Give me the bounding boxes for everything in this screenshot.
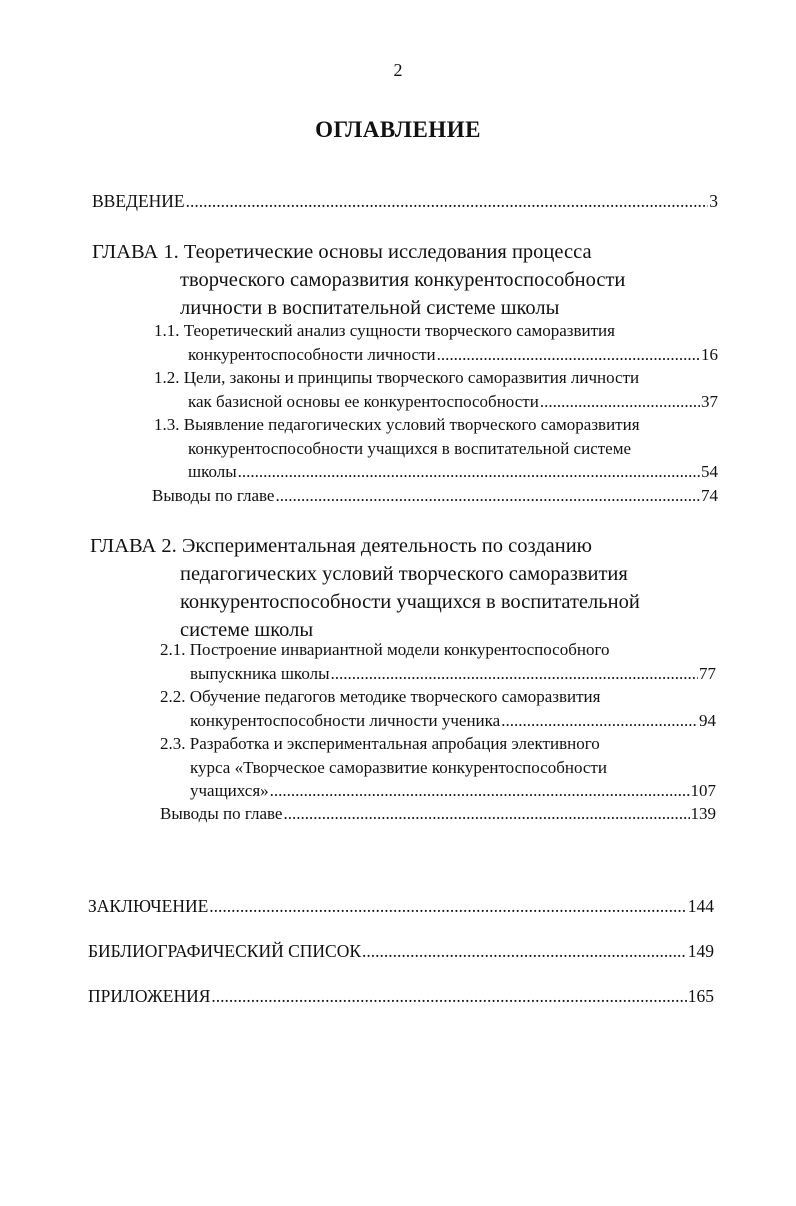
chapter-title-line: педагогических условий творческого саморазвития	[180, 563, 628, 585]
toc-section-line: конкурентоспособности учащихся в воспитательной системе	[188, 438, 632, 458]
toc-page: 139	[690, 804, 716, 823]
toc-page: 74	[701, 486, 718, 505]
toc-page: 16	[701, 344, 718, 364]
dot-leader	[186, 191, 709, 212]
toc-page: 144	[687, 896, 714, 916]
page-number: 2	[393, 60, 403, 80]
dot-leader	[331, 662, 698, 686]
toc-entry-2-1[interactable]	[160, 638, 716, 685]
toc-page: 165	[687, 986, 714, 1006]
toc-section-line: 2.2. Обучение педагогов методике творческого саморазвития	[160, 687, 601, 706]
toc-page: 77	[699, 663, 716, 683]
toc-entry-2-3[interactable]	[160, 732, 716, 803]
toc-label: ЗАКЛЮЧЕНИЕ	[88, 896, 209, 916]
toc-section-line: 1.2. Цели, законы и принципы творческого саморазвития личности	[154, 368, 640, 387]
toc-entry-bibliography[interactable]	[88, 941, 714, 962]
toc-page: 37	[701, 391, 718, 411]
dot-leader	[211, 986, 686, 1007]
toc-section-line: 2.1. Построение инвариантной модели конкурентоспособного	[160, 640, 610, 659]
toc-label: как базисной основы ее конкурентоспособности	[188, 391, 539, 411]
toc-entry-1-3[interactable]	[154, 413, 718, 484]
chapter-title-line: творческого саморазвития конкурентоспособности	[180, 269, 626, 291]
dot-leader	[209, 896, 686, 917]
chapter-title-line: ГЛАВА 2. Экспериментальная деятельность по созданию	[90, 535, 592, 557]
chapter-1-title[interactable]	[92, 238, 625, 322]
toc-section-line: курса «Творческое саморазвитие конкурентоспособности	[190, 757, 607, 777]
dot-leader	[437, 343, 700, 367]
toc-section-line: 1.1. Теоретический анализ сущности творческого саморазвития	[154, 321, 615, 340]
toc-entry-ch2-conclusions[interactable]	[160, 802, 716, 826]
toc-entry-intro[interactable]	[92, 191, 718, 212]
dot-leader	[238, 460, 700, 484]
toc-label: ВВЕДЕНИЕ	[92, 191, 185, 211]
toc-label: выпускника школы	[190, 663, 330, 683]
toc-entry-1-1[interactable]	[154, 319, 718, 366]
dot-leader	[540, 390, 700, 414]
toc-label: конкурентоспособности личности ученика	[190, 710, 501, 730]
toc-label: школы	[188, 462, 237, 481]
dot-leader	[283, 802, 689, 826]
dot-leader	[275, 484, 700, 508]
toc-label: Выводы по главе	[152, 486, 275, 505]
toc-section-line: 2.3. Разработка и экспериментальная апробация элективного	[160, 734, 600, 753]
toc-page: 3	[709, 191, 718, 211]
toc-entry-appendices[interactable]	[88, 986, 714, 1007]
dot-leader	[501, 709, 698, 733]
toc-label: учащихся»	[190, 781, 269, 800]
toc-label: ПРИЛОЖЕНИЯ	[88, 986, 211, 1006]
toc-label: Выводы по главе	[160, 804, 283, 823]
toc-entry-ch1-conclusions[interactable]	[152, 484, 718, 508]
chapter-2-title[interactable]	[90, 532, 640, 644]
toc-page: 94	[699, 710, 716, 730]
toc-label: конкурентоспособности личности	[188, 344, 436, 364]
chapter-title-line: ГЛАВА 1. Теоретические основы исследования процесса	[92, 241, 592, 263]
chapter-title-line: конкурентоспособности учащихся в воспитательной	[180, 591, 640, 613]
dot-leader	[362, 941, 687, 962]
toc-label: БИБЛИОГРАФИЧЕСКИЙ СПИСОК	[88, 941, 362, 961]
toc-page: 107	[690, 781, 716, 800]
page-title: ОГЛАВЛЕНИЕ	[315, 117, 481, 142]
chapter-title-line: личности в воспитательной системе школы	[180, 297, 560, 319]
toc-page: 54	[701, 462, 718, 481]
chapter-title-line: системе школы	[180, 619, 314, 641]
toc-section-line: 1.3. Выявление педагогических условий творческого саморазвития	[154, 415, 640, 434]
toc-entry-conclusion[interactable]	[88, 896, 714, 917]
toc-entry-1-2[interactable]	[154, 366, 718, 413]
dot-leader	[270, 779, 690, 803]
toc-page: 149	[687, 941, 714, 961]
toc-entry-2-2[interactable]	[160, 685, 716, 732]
